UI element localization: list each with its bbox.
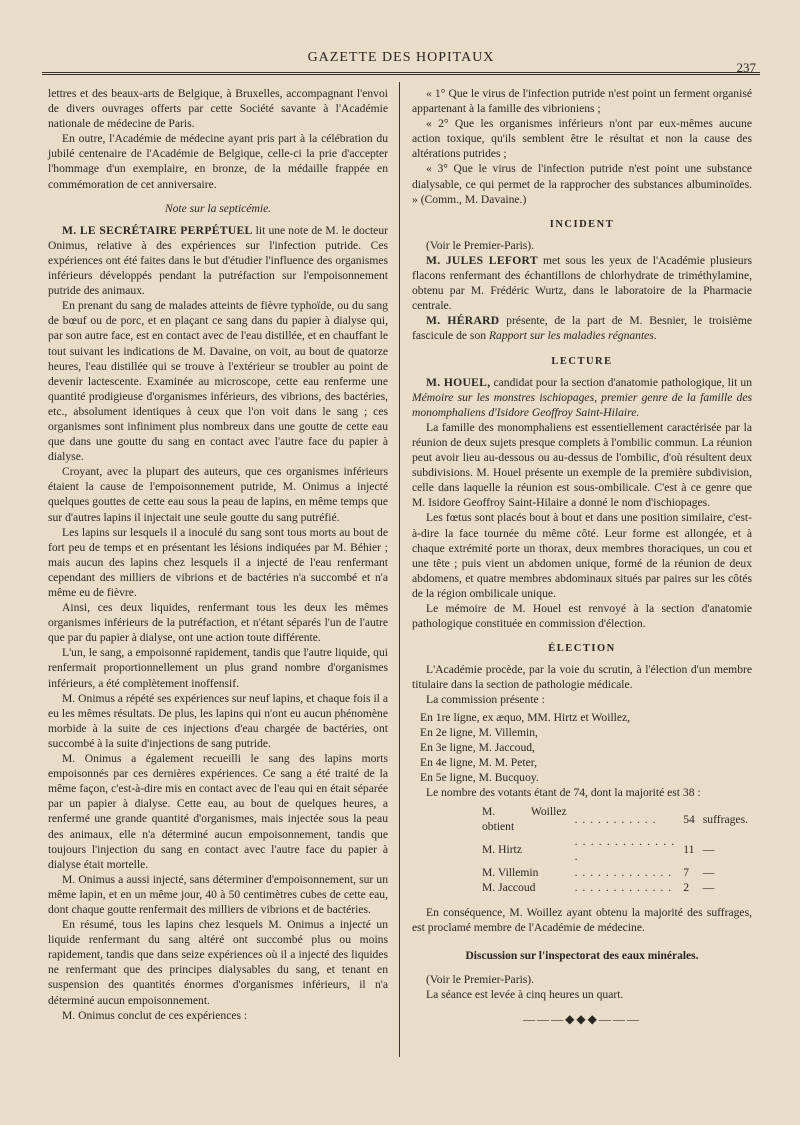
paragraph: Les lapins sur lesquels il a inoculé du sang sont tous morts au bout de fort peu de temps et en présentant les lésions indiquées par M. Béhier ; mais aucun des lapins chez lesquels il a injecté de l'eau renfermant cependant des milliers de vibrions et de bactéries n'a succombé et n'a même eu de fièvre. xyxy=(48,525,388,599)
speaker-name: M. HOUEL, xyxy=(426,375,491,389)
speaker-name: M. JULES LEFORT xyxy=(426,253,538,267)
table-row xyxy=(478,804,752,834)
leader-dots: . . . . . . . . . . . . . xyxy=(574,880,673,894)
paragraph: La famille des monomphaliens est essentiellement caractérisée par la réunion de deux sujets presque complets à l'ombilic commun. La réunion peut avoir lieu au-dessous ou au-dessus de l'ombilic, d'où résultent deux subdivisions. M. Houel présente un exemple de la première subdivision, celle dans laquelle la réunion est sous-ombilicale. C'est à ce genre que M. Isidore Geoffroy Saint-Hilaire a donné le nom d'ischiopages. xyxy=(412,420,752,510)
leader-dots: . . . . . . . . . . . xyxy=(574,812,657,826)
list-item: En 4e ligne, M. M. Peter, xyxy=(420,755,538,769)
conclusion-item: « 1° Que le virus de l'infection putride n'est point un ferment organisé appartenant à la famille des vibrioniens ; xyxy=(412,87,752,116)
conclusion-item: « 2° Que les organismes inférieurs n'ont par eux-mêmes aucune action toxique, qu'ils semblent être le résultat et non la cause des altérations putrides ; xyxy=(412,117,752,161)
page-header xyxy=(42,50,760,75)
paragraph-text: candidat pour la section d'anatomie pathologique, lit un xyxy=(490,375,753,389)
list-item: En 3e ligne, M. Jaccoud, xyxy=(420,740,535,754)
speaker-name: M. LE SECRÉTAIRE PERPÉTUEL xyxy=(62,223,253,237)
vote-table xyxy=(478,804,752,895)
section-heading: ÉLECTION xyxy=(548,643,616,655)
paragraph: En résumé, tous les lapins chez lesquels M. Onimus a injecté un liquide renfermant du sang altéré ont succombé plus ou moins rapidement, tandis que dans seize expériences où il a injecté des liquides ne renfermant que des principes dialysables du sang, et tenant en suspension des quantités énormes d'organismes inférieurs, il n'a déterminé aucun empoisonnement. xyxy=(48,918,388,1007)
column-divider xyxy=(399,82,400,1057)
paragraph: M. Onimus a répété ses expériences sur neuf lapins, et chaque fois il a eu les mêmes résultats. De plus, les lapins qui n'ont eu aucun phénomène morbide à la suite de ces injections d'eau chargée de bactéries, ont succombé à la suite d'injections de sang putride. xyxy=(48,691,388,750)
paragraph: En conséquence, M. Woillez ayant obtenu la majorité des suffrages, est proclamé membre de l'Académie de médecine. xyxy=(412,905,752,934)
candidate-list xyxy=(420,710,752,785)
paragraph: Les fœtus sont placés bout à bout et dans une position similaire, c'est-à-dire la face tournée du même côté. Leur forme est allongée, et à chaque extrémité porte un thorax, deux membres thoraciques, un cou et une tête ; puis vient un abdomen unique, formé de la réunion de deux abdomens, et quatre membres abdominaux situés par paires sur les côtés de la région ombilicale unique. xyxy=(412,511,752,600)
vote-count: 54 xyxy=(683,812,695,826)
paragraph: M. Onimus conclut de ces expériences : xyxy=(62,1008,248,1022)
paragraph: La séance est levée à cinq heures un quart. xyxy=(426,988,624,1002)
paragraph-text: présente, de la part de M. Besnier, le troisième fascicule de son xyxy=(412,314,752,343)
leader-dots: . . . . . . . . . . . . . . xyxy=(574,835,676,864)
paragraph xyxy=(412,313,752,343)
paragraph: L'Académie procède, par la voie du scrutin, à l'élection d'un membre titulaire dans la section de pathologie médicale. xyxy=(412,663,752,692)
paragraph-text: lit une note de M. le docteur Onimus, relative à des expériences sur l'infection putride. Ces expériences ont été faites dans le but d'étudier l'influence des organismes inférieurs développés pendant la putréfaction sur l'empoisonnement putride des animaux. xyxy=(48,223,388,298)
right-column xyxy=(412,86,752,1105)
paragraph: (Voir le Premier-Paris). xyxy=(426,238,535,252)
vote-count: 11 xyxy=(683,842,695,856)
leader-dots: . . . . . . . . . . . . . xyxy=(574,865,673,879)
paragraph-text: met sous les yeux de l'Académie plusieurs flacons renfermant des échantillons de chlorhydrate de triméthylamine, obtenu par M. Frédéric Wurtz, dans le laboratoire de la Pharmacie centrale. xyxy=(412,253,752,313)
table-row xyxy=(478,834,752,864)
paragraph xyxy=(48,223,388,298)
section-heading: INCIDENT xyxy=(549,218,615,230)
list-item: En 2e ligne, M. Villemin, xyxy=(420,725,538,739)
table-row xyxy=(478,865,752,880)
table-row xyxy=(478,880,752,895)
work-title: Mémoire sur les monstres ischiopages, premier genre de la famille des monomphaliens d'Isidore Geoffroy Saint-Hilaire. xyxy=(412,390,752,419)
paragraph xyxy=(412,375,752,420)
paragraph: lettres et des beaux-arts de Belgique, à Bruxelles, accompagnant l'envoi de divers ouvrages offerts par cette Société savante à l'Académie nationale de médecine de Paris. xyxy=(48,87,388,131)
conclusion-item: « 3° Que le virus de l'infection putride n'est point une substance dialysable, ce qui permet de la rapprocher des substances albuminoïdes. » (Comm., M. Davaine.) xyxy=(412,162,752,206)
paragraph: M. Onimus a également recueilli le sang des lapins morts empoisonnés par ces dernières expériences. Ce sang a été traité de la même façon, c'est-à-dire mis en contact avec de l'eau qui en était séparée par un papier à dialyse. Cette eau, au bout de quelques heures, a renfermé une grande quantité d'organismes, mais injectée sous la peau des animaux, elle n'a déterminé aucun empoisonnement, tandis que toujours l'injection du sang en contact avec l'autre face du papier à dialyse était mortelle. xyxy=(48,752,388,871)
paragraph: La commission présente : xyxy=(426,693,545,707)
paragraph: L'un, le sang, a empoisonné rapidement, tandis que l'autre liquide, qui renfermait proportionnellement un plus grand nombre d'organismes inférieurs, a été complètement inoffensif. xyxy=(48,646,388,690)
page-number: 237 xyxy=(736,60,756,75)
paragraph: Le nombre des votants étant de 74, dont la majorité est 38 : xyxy=(426,786,701,800)
paragraph: (Voir le Premier-Paris). xyxy=(426,972,535,986)
ornament-divider: ———◆◆◆——— xyxy=(523,1012,641,1027)
left-column xyxy=(48,86,388,1105)
vote-unit: suffrages. xyxy=(702,812,748,826)
paragraph-text: . xyxy=(653,329,657,343)
vote-count: 7 xyxy=(683,865,689,879)
section-heading: Note sur la septicémie. xyxy=(164,201,272,215)
list-item: En 5e ligne, M. Bucquoy. xyxy=(420,770,539,784)
section-heading: Discussion sur l'inspectorat des eaux minérales. xyxy=(465,949,699,962)
vote-unit: — xyxy=(702,880,715,894)
paragraph: En outre, l'Académie de médecine ayant pris part à la célébration du jubilé centenaire de l'Académie de Belgique, celle-ci la prie d'accepter l'hommage d'un exemplaire, en bronze, de la médaille frappée en commémoration de cet anniversaire. xyxy=(48,132,388,191)
section-heading: LECTURE xyxy=(551,355,613,367)
paragraph: Ainsi, ces deux liquides, renfermant tous les deux les mêmes organismes inférieurs de la putréfaction, et n'étant séparés l'un de l'autre que par du papier à dialyse, ont une action toute différente. xyxy=(48,601,388,645)
work-title: Rapport sur les maladies régnantes xyxy=(488,329,654,343)
speaker-name: M. HÉRARD xyxy=(426,314,500,328)
vote-count: 2 xyxy=(683,880,689,894)
paragraph: Croyant, avec la plupart des auteurs, que ces organismes inférieurs étaient la cause de l'empoisonnement putride, M. Onimus a injecté quelques gouttes de cette eau sous la peau de lapins, en même temps que sur d'autres lapins il injectait une seule goutte du sang putréfié. xyxy=(48,465,388,524)
candidate-name: M. Woillez obtient xyxy=(482,805,567,834)
vote-unit: — xyxy=(702,865,715,879)
candidate-name: M. Hirtz xyxy=(482,842,522,856)
candidate-name: M. Jaccoud xyxy=(482,880,536,894)
journal-title: GAZETTE DES HOPITAUX xyxy=(307,50,495,65)
candidate-name: M. Villemin xyxy=(482,865,539,879)
paragraph: M. Onimus a aussi injecté, sans déterminer d'empoisonnement, sur un même lapin, et en un même jour, 40 à 50 centimètres cubes de cette eau, dont chaque goutte renfermait des milliers de vibrions et de bactéries. xyxy=(48,872,388,916)
paragraph xyxy=(412,253,752,313)
list-item: En 1re ligne, ex æquo, MM. Hirtz et Woillez, xyxy=(420,710,631,724)
vote-unit: — xyxy=(702,842,715,856)
paragraph: Le mémoire de M. Houel est renvoyé à la section d'anatomie pathologique constituée en commission d'élection. xyxy=(412,602,752,631)
paragraph: En prenant du sang de malades atteints de fièvre typhoïde, ou du sang de bœuf ou de porc, et en plaçant ce sang dans du papier à dialyse qui, par son autre face, est en contact avec de l'eau distillée, et en chauffant le tout suivant les indications de M. Davaine, on voit, au bout de quatorze heures, l'eau distillée qui se trouve à l'extérieur se troubler au point de devenir lactescente. Examinée au microscope, cette eau renferme une quantité prodigieuse d'organismes inférieurs, des vibrions, des bactéries, etc., absolument identiques à ceux que l'on voit dans le sang ; ces organismes sont infiniment plus nombreux dans une goutte de cette eau que dans une goutte du sang en contact avec l'autre face du papier à dialyse. xyxy=(48,299,388,464)
